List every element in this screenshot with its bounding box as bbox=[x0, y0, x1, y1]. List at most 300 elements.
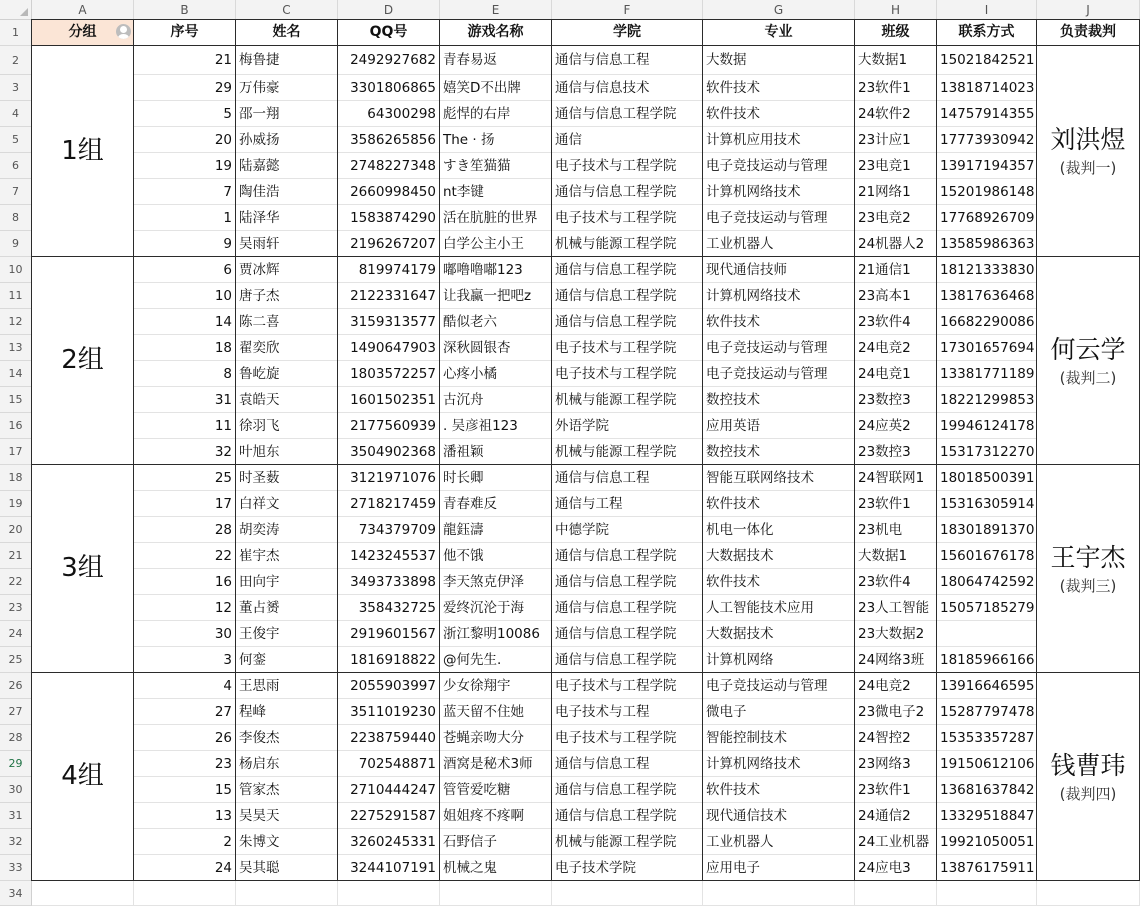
table-cell[interactable]: 25 bbox=[134, 465, 236, 491]
table-cell[interactable]: 电子竞技运动与管理 bbox=[703, 335, 855, 361]
table-cell[interactable]: 24通信2 bbox=[855, 803, 937, 829]
table-cell[interactable]: 外语学院 bbox=[552, 413, 703, 439]
table-cell[interactable]: 智能互联网络技术 bbox=[703, 465, 855, 491]
table-cell[interactable]: 智能控制技术 bbox=[703, 725, 855, 751]
table-cell[interactable]: 计算机网络技术 bbox=[703, 283, 855, 309]
table-cell[interactable]: 数控技术 bbox=[703, 439, 855, 465]
table-cell[interactable]: 吴雨轩 bbox=[236, 231, 338, 257]
table-cell[interactable]: 23数控3 bbox=[855, 439, 937, 465]
table-cell[interactable]: 嘟噜噜嘟123 bbox=[440, 257, 552, 283]
table-cell[interactable]: 3301806865 bbox=[338, 75, 440, 101]
table-cell[interactable]: 19 bbox=[134, 153, 236, 179]
table-cell[interactable]: 深秋圆银杏 bbox=[440, 335, 552, 361]
header-cell-f[interactable] bbox=[552, 20, 703, 46]
table-cell[interactable]: 2492927682 bbox=[338, 46, 440, 75]
table-cell[interactable]: 13585986363 bbox=[937, 231, 1037, 257]
table-cell[interactable]: 大数据技术 bbox=[703, 543, 855, 569]
table-cell[interactable]: 软件技术 bbox=[703, 309, 855, 335]
row-header-3[interactable]: 3 bbox=[0, 75, 32, 101]
table-cell[interactable]: 电子技术与工程学院 bbox=[552, 153, 703, 179]
row-header-30[interactable]: 30 bbox=[0, 777, 32, 803]
table-cell[interactable]: 2919601567 bbox=[338, 621, 440, 647]
table-cell[interactable]: 24电竞2 bbox=[855, 673, 937, 699]
table-cell[interactable]: 大数据1 bbox=[855, 46, 937, 75]
header-cell-i[interactable] bbox=[937, 20, 1037, 46]
table-cell[interactable]: 现代通信技术 bbox=[703, 803, 855, 829]
table-cell[interactable]: 13381771189 bbox=[937, 361, 1037, 387]
table-cell[interactable]: 10 bbox=[134, 283, 236, 309]
row-header-2[interactable]: 2 bbox=[0, 46, 32, 75]
header-cell-d[interactable] bbox=[338, 20, 440, 46]
column-header-i[interactable]: I bbox=[937, 0, 1037, 20]
table-cell[interactable]: 通信与信息工程学院 bbox=[552, 569, 703, 595]
table-cell[interactable]: 2177560939 bbox=[338, 413, 440, 439]
table-cell[interactable]: 通信与信息工程学院 bbox=[552, 101, 703, 127]
table-cell[interactable]: 计算机网络技术 bbox=[703, 751, 855, 777]
table-cell[interactable]: 23电竞2 bbox=[855, 205, 937, 231]
table-cell[interactable]: 1 bbox=[134, 205, 236, 231]
table-cell[interactable]: 通信与信息工程学院 bbox=[552, 777, 703, 803]
table-cell[interactable]: @何先生. bbox=[440, 647, 552, 673]
table-cell[interactable]: 陆嘉懿 bbox=[236, 153, 338, 179]
group-label-cell[interactable]: 3组 bbox=[32, 465, 134, 673]
empty-cell[interactable] bbox=[855, 881, 937, 906]
row-header-19[interactable]: 19 bbox=[0, 491, 32, 517]
table-cell[interactable]: 21通信1 bbox=[855, 257, 937, 283]
table-cell[interactable]: 吴昊天 bbox=[236, 803, 338, 829]
table-cell[interactable]: 电子竞技运动与管理 bbox=[703, 205, 855, 231]
column-header-e[interactable]: E bbox=[440, 0, 552, 20]
row-header-18[interactable]: 18 bbox=[0, 465, 32, 491]
table-cell[interactable]: 白学公主小王 bbox=[440, 231, 552, 257]
header-cell-e[interactable] bbox=[440, 20, 552, 46]
table-cell[interactable]: 29 bbox=[134, 75, 236, 101]
row-header-1[interactable]: 1 bbox=[0, 20, 32, 46]
table-cell[interactable]: 数控技术 bbox=[703, 387, 855, 413]
row-header-12[interactable]: 12 bbox=[0, 309, 32, 335]
row-header-15[interactable]: 15 bbox=[0, 387, 32, 413]
row-header-14[interactable]: 14 bbox=[0, 361, 32, 387]
group-label-cell[interactable]: 4组 bbox=[32, 673, 134, 881]
table-cell[interactable]: 3159313577 bbox=[338, 309, 440, 335]
table-cell[interactable]: 3 bbox=[134, 647, 236, 673]
table-cell[interactable]: 2 bbox=[134, 829, 236, 855]
table-cell[interactable]: 819974179 bbox=[338, 257, 440, 283]
table-cell[interactable]: 24应电3 bbox=[855, 855, 937, 881]
table-cell[interactable]: 15201986148 bbox=[937, 179, 1037, 205]
table-cell[interactable]: 古沉舟 bbox=[440, 387, 552, 413]
row-header-23[interactable]: 23 bbox=[0, 595, 32, 621]
row-header-26[interactable]: 26 bbox=[0, 673, 32, 699]
table-cell[interactable]: 通信与信息工程学院 bbox=[552, 309, 703, 335]
table-cell[interactable]: 9 bbox=[134, 231, 236, 257]
table-cell[interactable]: 工业机器人 bbox=[703, 829, 855, 855]
table-cell[interactable]: 23软件1 bbox=[855, 75, 937, 101]
table-cell[interactable]: 彪悍的右岸 bbox=[440, 101, 552, 127]
table-cell[interactable]: 通信与信息工程学院 bbox=[552, 179, 703, 205]
table-cell[interactable]: 3260245331 bbox=[338, 829, 440, 855]
row-header-28[interactable]: 28 bbox=[0, 725, 32, 751]
header-cell-j[interactable] bbox=[1037, 20, 1140, 46]
row-header-34[interactable]: 34 bbox=[0, 881, 32, 906]
table-cell[interactable]: 24电竞2 bbox=[855, 335, 937, 361]
table-cell[interactable]: 通信与信息工程学院 bbox=[552, 803, 703, 829]
row-header-24[interactable]: 24 bbox=[0, 621, 32, 647]
table-cell[interactable]: 3493733898 bbox=[338, 569, 440, 595]
table-cell[interactable]: 23机电 bbox=[855, 517, 937, 543]
table-cell[interactable]: 24网络3班 bbox=[855, 647, 937, 673]
table-cell[interactable]: 23软件1 bbox=[855, 777, 937, 803]
table-cell[interactable]: 嬉笑D不出牌 bbox=[440, 75, 552, 101]
table-cell[interactable]: 28 bbox=[134, 517, 236, 543]
table-cell[interactable]: 24应英2 bbox=[855, 413, 937, 439]
table-cell[interactable]: 通信与信息工程学院 bbox=[552, 257, 703, 283]
table-cell[interactable]: 18 bbox=[134, 335, 236, 361]
row-header-11[interactable]: 11 bbox=[0, 283, 32, 309]
table-cell[interactable]: 机械之鬼 bbox=[440, 855, 552, 881]
table-cell[interactable]: 15 bbox=[134, 777, 236, 803]
group-label-cell[interactable]: 1组 bbox=[32, 46, 134, 257]
column-header-j[interactable]: J bbox=[1037, 0, 1140, 20]
table-cell[interactable]: 21 bbox=[134, 46, 236, 75]
table-cell[interactable]: 大数据技术 bbox=[703, 621, 855, 647]
table-cell[interactable]: 18301891370 bbox=[937, 517, 1037, 543]
empty-cell[interactable] bbox=[32, 881, 134, 906]
column-header-c[interactable]: C bbox=[236, 0, 338, 20]
table-cell[interactable]: 大数据1 bbox=[855, 543, 937, 569]
table-cell[interactable]: 鲁屹旋 bbox=[236, 361, 338, 387]
table-cell[interactable]: 软件技术 bbox=[703, 491, 855, 517]
header-cell-g[interactable] bbox=[703, 20, 855, 46]
table-cell[interactable]: 1583874290 bbox=[338, 205, 440, 231]
row-header-20[interactable]: 20 bbox=[0, 517, 32, 543]
table-cell[interactable]: 活在肮脏的世界 bbox=[440, 205, 552, 231]
table-cell[interactable]: 19921050051 bbox=[937, 829, 1037, 855]
table-cell[interactable]: 翟奕欣 bbox=[236, 335, 338, 361]
table-cell[interactable]: 李天煞克伊泽 bbox=[440, 569, 552, 595]
table-cell[interactable]: 中德学院 bbox=[552, 517, 703, 543]
table-cell[interactable]: 3244107191 bbox=[338, 855, 440, 881]
table-cell[interactable]: 15057185279 bbox=[937, 595, 1037, 621]
row-header-9[interactable]: 9 bbox=[0, 231, 32, 257]
table-cell[interactable]: 通信与信息工程学院 bbox=[552, 595, 703, 621]
row-header-33[interactable]: 33 bbox=[0, 855, 32, 881]
table-cell[interactable]: 蓝天留不住她 bbox=[440, 699, 552, 725]
table-cell[interactable]: 梅鲁捷 bbox=[236, 46, 338, 75]
table-cell[interactable]: 23网络3 bbox=[855, 751, 937, 777]
table-cell[interactable]: 微电子 bbox=[703, 699, 855, 725]
table-cell[interactable]: 2055903997 bbox=[338, 673, 440, 699]
table-cell[interactable]: 2122331647 bbox=[338, 283, 440, 309]
table-cell[interactable]: 23软件4 bbox=[855, 309, 937, 335]
header-cell-c[interactable] bbox=[236, 20, 338, 46]
table-cell[interactable]: 1601502351 bbox=[338, 387, 440, 413]
row-header-16[interactable]: 16 bbox=[0, 413, 32, 439]
table-cell[interactable]: 3586265856 bbox=[338, 127, 440, 153]
table-cell[interactable]: 机械与能源工程学院 bbox=[552, 231, 703, 257]
table-cell[interactable]: 27 bbox=[134, 699, 236, 725]
table-cell[interactable]: 通信与信息工程学院 bbox=[552, 543, 703, 569]
row-header-22[interactable]: 22 bbox=[0, 569, 32, 595]
table-cell[interactable]: 2275291587 bbox=[338, 803, 440, 829]
table-cell[interactable]: 机械与能源工程学院 bbox=[552, 387, 703, 413]
table-cell[interactable]: 大数据 bbox=[703, 46, 855, 75]
row-header-31[interactable]: 31 bbox=[0, 803, 32, 829]
empty-cell[interactable] bbox=[440, 881, 552, 906]
table-cell[interactable]: 3121971076 bbox=[338, 465, 440, 491]
table-cell[interactable]: 朱博文 bbox=[236, 829, 338, 855]
table-cell[interactable]: 人工智能技术应用 bbox=[703, 595, 855, 621]
table-cell[interactable]: 通信与信息工程 bbox=[552, 465, 703, 491]
table-cell[interactable]: 15316305914 bbox=[937, 491, 1037, 517]
header-cell-b[interactable] bbox=[134, 20, 236, 46]
table-cell[interactable]: 机械与能源工程学院 bbox=[552, 829, 703, 855]
column-header-b[interactable]: B bbox=[134, 0, 236, 20]
column-header-h[interactable]: H bbox=[855, 0, 937, 20]
table-cell[interactable]: 24工业机器 bbox=[855, 829, 937, 855]
table-cell[interactable]: 电子技术学院 bbox=[552, 855, 703, 881]
table-cell[interactable]: 21网络1 bbox=[855, 179, 937, 205]
table-cell[interactable]: 叶旭东 bbox=[236, 439, 338, 465]
row-header-13[interactable]: 13 bbox=[0, 335, 32, 361]
table-cell[interactable]: 32 bbox=[134, 439, 236, 465]
table-cell[interactable]: 机电一体化 bbox=[703, 517, 855, 543]
table-cell[interactable]: 13916646595 bbox=[937, 673, 1037, 699]
select-all-corner[interactable] bbox=[0, 0, 32, 20]
table-cell[interactable]: 16682290086 bbox=[937, 309, 1037, 335]
table-cell[interactable]: 潘祖颖 bbox=[440, 439, 552, 465]
table-cell[interactable]: 24智联网1 bbox=[855, 465, 937, 491]
table-cell[interactable]: 管家杰 bbox=[236, 777, 338, 803]
column-header-g[interactable]: G bbox=[703, 0, 855, 20]
row-header-27[interactable]: 27 bbox=[0, 699, 32, 725]
table-cell[interactable]: 12 bbox=[134, 595, 236, 621]
table-cell[interactable]: 5 bbox=[134, 101, 236, 127]
table-cell[interactable]: 陶佳浩 bbox=[236, 179, 338, 205]
table-cell[interactable]: 22 bbox=[134, 543, 236, 569]
table-cell[interactable]: 31 bbox=[134, 387, 236, 413]
table-cell[interactable]: 计算机应用技术 bbox=[703, 127, 855, 153]
table-cell[interactable]: 3504902368 bbox=[338, 439, 440, 465]
table-cell[interactable]: 龍鈺濤 bbox=[440, 517, 552, 543]
table-cell[interactable]: 1803572257 bbox=[338, 361, 440, 387]
table-cell[interactable]: 13876175911 bbox=[937, 855, 1037, 881]
table-cell[interactable]: 他不饿 bbox=[440, 543, 552, 569]
table-cell[interactable]: 计算机网络技术 bbox=[703, 179, 855, 205]
table-cell[interactable]: 15021842521 bbox=[937, 46, 1037, 75]
table-cell[interactable]: 1816918822 bbox=[338, 647, 440, 673]
table-cell[interactable]: 19150612106 bbox=[937, 751, 1037, 777]
table-cell[interactable]: 通信 bbox=[552, 127, 703, 153]
table-cell[interactable]: 23人工智能 bbox=[855, 595, 937, 621]
table-cell[interactable]: 23计应1 bbox=[855, 127, 937, 153]
table-cell[interactable]: 石野信子 bbox=[440, 829, 552, 855]
empty-cell[interactable] bbox=[552, 881, 703, 906]
table-cell[interactable]: 15601676178 bbox=[937, 543, 1037, 569]
table-cell[interactable]: 1423245537 bbox=[338, 543, 440, 569]
table-cell[interactable]: 软件技术 bbox=[703, 75, 855, 101]
table-cell[interactable]: 软件技术 bbox=[703, 569, 855, 595]
collaborator-avatar-icon[interactable] bbox=[116, 24, 131, 39]
table-cell[interactable]: The · 扬 bbox=[440, 127, 552, 153]
table-cell[interactable]: 姐姐疼不疼啊 bbox=[440, 803, 552, 829]
group-label-cell[interactable]: 2组 bbox=[32, 257, 134, 465]
table-cell[interactable]: 王俊宇 bbox=[236, 621, 338, 647]
table-cell[interactable]: 电子技术与工程学院 bbox=[552, 725, 703, 751]
table-cell[interactable]: 电子竞技运动与管理 bbox=[703, 361, 855, 387]
table-cell[interactable]: 17768926709 bbox=[937, 205, 1037, 231]
table-cell[interactable]: 青春难反 bbox=[440, 491, 552, 517]
table-cell[interactable]: 30 bbox=[134, 621, 236, 647]
table-cell[interactable]: 11 bbox=[134, 413, 236, 439]
header-cell-a[interactable] bbox=[32, 20, 134, 46]
table-cell[interactable]: 时圣薮 bbox=[236, 465, 338, 491]
row-header-8[interactable]: 8 bbox=[0, 205, 32, 231]
table-cell[interactable]: 15353357287 bbox=[937, 725, 1037, 751]
table-cell[interactable]: 18018500391 bbox=[937, 465, 1037, 491]
table-cell[interactable]: 程峰 bbox=[236, 699, 338, 725]
table-cell[interactable]: 23软件4 bbox=[855, 569, 937, 595]
table-cell[interactable]: 24电竞1 bbox=[855, 361, 937, 387]
table-cell[interactable]: 15287797478 bbox=[937, 699, 1037, 725]
table-cell[interactable]: 应用英语 bbox=[703, 413, 855, 439]
table-cell[interactable]: 计算机网络 bbox=[703, 647, 855, 673]
table-cell[interactable]: すき笙猫猫 bbox=[440, 153, 552, 179]
table-cell[interactable]: 23 bbox=[134, 751, 236, 777]
table-cell[interactable]: 胡奕涛 bbox=[236, 517, 338, 543]
empty-cell[interactable] bbox=[937, 881, 1037, 906]
table-cell[interactable]: 23高本1 bbox=[855, 283, 937, 309]
table-cell[interactable]: 吴其聪 bbox=[236, 855, 338, 881]
table-cell[interactable]: 管管爱吃糖 bbox=[440, 777, 552, 803]
table-cell[interactable]: 2196267207 bbox=[338, 231, 440, 257]
table-cell[interactable]: nt李键 bbox=[440, 179, 552, 205]
table-cell[interactable]: 贾冰辉 bbox=[236, 257, 338, 283]
table-cell[interactable]: 白祥文 bbox=[236, 491, 338, 517]
table-cell[interactable]: 电子技术与工程学院 bbox=[552, 205, 703, 231]
table-cell[interactable]: 24软件2 bbox=[855, 101, 937, 127]
table-cell[interactable]: 应用电子 bbox=[703, 855, 855, 881]
row-header-10[interactable]: 10 bbox=[0, 257, 32, 283]
table-cell[interactable]: 王思雨 bbox=[236, 673, 338, 699]
table-cell[interactable]: 19946124178 bbox=[937, 413, 1037, 439]
table-cell[interactable]: 苍蝇亲吻大分 bbox=[440, 725, 552, 751]
table-cell[interactable]: 通信与信息工程学院 bbox=[552, 283, 703, 309]
table-cell[interactable]: 杨启东 bbox=[236, 751, 338, 777]
judge-cell[interactable] bbox=[1037, 673, 1140, 881]
table-cell[interactable]: 2710444247 bbox=[338, 777, 440, 803]
table-cell[interactable]: 23软件1 bbox=[855, 491, 937, 517]
judge-cell[interactable] bbox=[1037, 46, 1140, 257]
table-cell[interactable]: 袁皓天 bbox=[236, 387, 338, 413]
table-cell[interactable]: 4 bbox=[134, 673, 236, 699]
table-cell[interactable]: 18121333830 bbox=[937, 257, 1037, 283]
row-header-32[interactable]: 32 bbox=[0, 829, 32, 855]
table-cell[interactable]: 2238759440 bbox=[338, 725, 440, 751]
empty-cell[interactable] bbox=[338, 881, 440, 906]
table-cell[interactable]: 通信与信息工程学院 bbox=[552, 621, 703, 647]
table-cell[interactable]: 13817636468 bbox=[937, 283, 1037, 309]
table-cell[interactable]: 酒窝是秘术3师 bbox=[440, 751, 552, 777]
table-cell[interactable]: 7 bbox=[134, 179, 236, 205]
table-cell[interactable]: 软件技术 bbox=[703, 101, 855, 127]
column-header-f[interactable]: F bbox=[552, 0, 703, 20]
empty-cell[interactable] bbox=[703, 881, 855, 906]
table-cell[interactable]: 13329518847 bbox=[937, 803, 1037, 829]
row-header-25[interactable]: 25 bbox=[0, 647, 32, 673]
table-cell[interactable]: 18221299853 bbox=[937, 387, 1037, 413]
row-header-4[interactable]: 4 bbox=[0, 101, 32, 127]
table-cell[interactable]: 1490647903 bbox=[338, 335, 440, 361]
table-cell[interactable]: 734379709 bbox=[338, 517, 440, 543]
table-cell[interactable]: 机械与能源工程学院 bbox=[552, 439, 703, 465]
table-cell[interactable]: 3511019230 bbox=[338, 699, 440, 725]
table-cell[interactable]: 8 bbox=[134, 361, 236, 387]
table-cell[interactable]: 358432725 bbox=[338, 595, 440, 621]
table-cell[interactable]: 电子技术与工程学院 bbox=[552, 673, 703, 699]
row-header-5[interactable]: 5 bbox=[0, 127, 32, 153]
table-cell[interactable]: 16 bbox=[134, 569, 236, 595]
table-cell[interactable]: 崔宇杰 bbox=[236, 543, 338, 569]
table-cell[interactable]: 26 bbox=[134, 725, 236, 751]
table-cell[interactable]: 邵一翔 bbox=[236, 101, 338, 127]
table-cell[interactable]: 徐羽飞 bbox=[236, 413, 338, 439]
judge-cell[interactable] bbox=[1037, 257, 1140, 465]
table-cell[interactable]: 万伟豪 bbox=[236, 75, 338, 101]
table-cell[interactable]: 20 bbox=[134, 127, 236, 153]
table-cell[interactable]: 通信与信息工程 bbox=[552, 46, 703, 75]
table-cell[interactable]: 少女徐翔宇 bbox=[440, 673, 552, 699]
table-cell[interactable]: 孙威扬 bbox=[236, 127, 338, 153]
table-cell[interactable]: 工业机器人 bbox=[703, 231, 855, 257]
row-header-7[interactable]: 7 bbox=[0, 179, 32, 205]
column-header-a[interactable]: A bbox=[32, 0, 134, 20]
table-cell[interactable]: 陈二喜 bbox=[236, 309, 338, 335]
table-cell[interactable]: 电子技术与工程学院 bbox=[552, 361, 703, 387]
table-cell[interactable]: 6 bbox=[134, 257, 236, 283]
table-cell[interactable]: 电子技术与工程 bbox=[552, 699, 703, 725]
table-cell[interactable]: 唐子杰 bbox=[236, 283, 338, 309]
judge-cell[interactable] bbox=[1037, 465, 1140, 673]
table-cell[interactable]: 702548871 bbox=[338, 751, 440, 777]
table-cell[interactable]: 13818714023 bbox=[937, 75, 1037, 101]
table-cell[interactable]: 23大数据2 bbox=[855, 621, 937, 647]
table-cell[interactable]: 电子技术与工程学院 bbox=[552, 335, 703, 361]
table-cell[interactable]: 董占赟 bbox=[236, 595, 338, 621]
table-cell[interactable]: 17301657694 bbox=[937, 335, 1037, 361]
table-cell[interactable]: 24智控2 bbox=[855, 725, 937, 751]
table-cell[interactable]: 15317312270 bbox=[937, 439, 1037, 465]
table-cell[interactable]: 23电竞1 bbox=[855, 153, 937, 179]
table-cell[interactable]: 23微电子2 bbox=[855, 699, 937, 725]
table-cell[interactable]: . 吴彦祖123 bbox=[440, 413, 552, 439]
table-cell[interactable]: 14757914355 bbox=[937, 101, 1037, 127]
table-cell[interactable]: 13681637842 bbox=[937, 777, 1037, 803]
empty-cell[interactable] bbox=[236, 881, 338, 906]
table-cell[interactable]: 2660998450 bbox=[338, 179, 440, 205]
table-cell[interactable]: 酷似老六 bbox=[440, 309, 552, 335]
table-cell[interactable]: 18185966166 bbox=[937, 647, 1037, 673]
table-cell[interactable]: 14 bbox=[134, 309, 236, 335]
table-cell[interactable]: 现代通信技师 bbox=[703, 257, 855, 283]
table-cell[interactable]: 电子竞技运动与管理 bbox=[703, 153, 855, 179]
table-cell[interactable]: 软件技术 bbox=[703, 777, 855, 803]
table-cell[interactable]: 通信与信息技术 bbox=[552, 75, 703, 101]
table-cell[interactable]: 何銮 bbox=[236, 647, 338, 673]
table-cell[interactable]: 2748227348 bbox=[338, 153, 440, 179]
row-header-29[interactable]: 29 bbox=[0, 751, 32, 777]
table-cell[interactable]: 李俊杰 bbox=[236, 725, 338, 751]
